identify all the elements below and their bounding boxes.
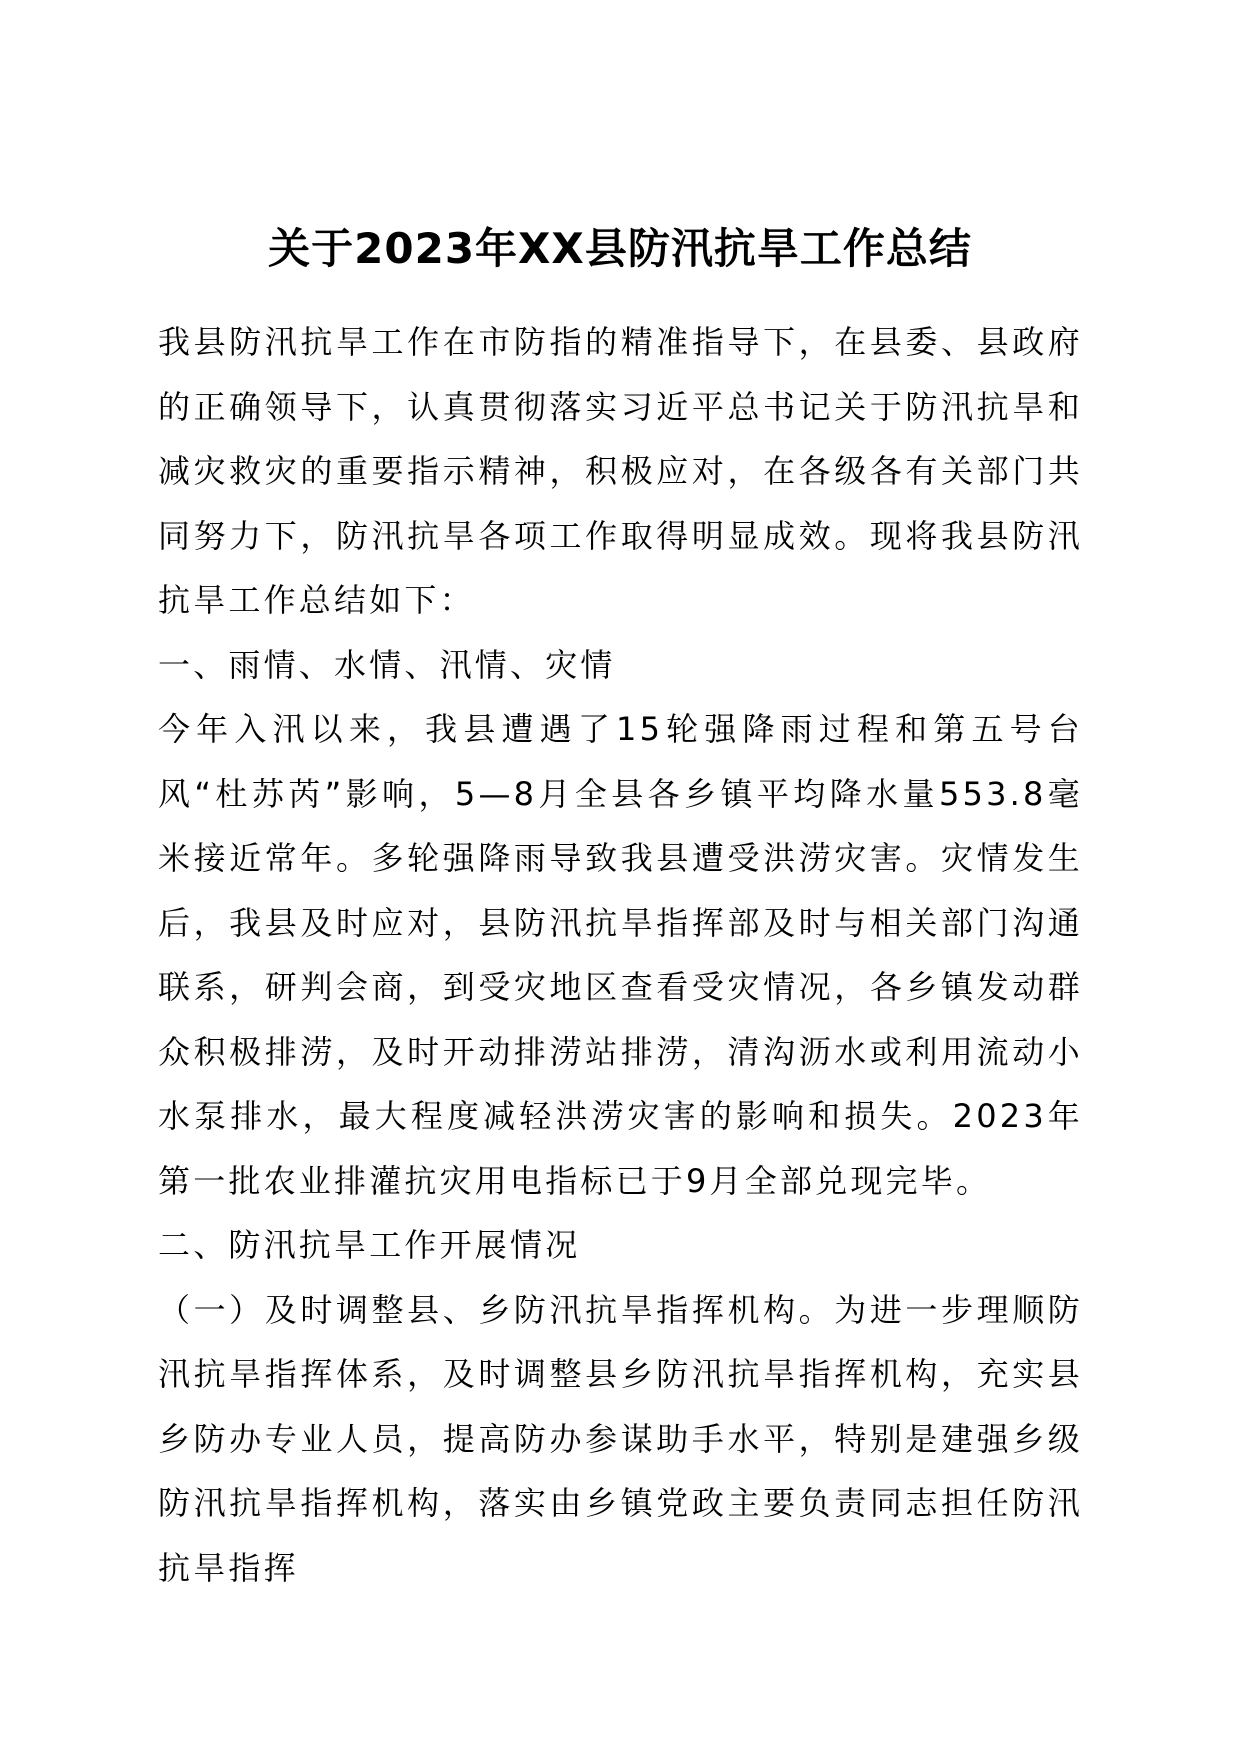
intro-paragraph: 我县防汛抗旱工作在市防指的精准指导下，在县委、县政府的正确领导下，认真贯彻落实习近平总书记关于防汛抗旱和减灾救灾的重要指示精神，积极应对，在各级各有关部门共同努力下，防汛抗旱各项工作取得明显成效。现将我县防汛抗旱工作总结如下： [158,323,1083,619]
section-2-paragraph-1: （一）及时调整县、乡防汛抗旱指挥机构。为进一步理顺防汛抗旱指挥体系，及时调整县乡防汛抗旱指挥机构，充实县乡防办专业人员，提高防办参谋助手水平，特别是建强乡级防汛抗旱指挥机构，落实由乡镇党政主要负责同志担任防汛抗旱指挥 [158,1290,1083,1587]
document-title: 关于2023年XX县防汛抗旱工作总结 [268,224,972,273]
section-1-paragraph: 今年入汛以来，我县遭遇了15轮强降雨过程和第五号台风“杜苏芮”影响，5—8月全县各乡镇平均降水量553.8毫米接近常年。多轮强降雨导致我县遭受洪涝灾害。灾情发生后，我县及时应对，县防汛抗旱指挥部及时与相关部门沟通联系，研判会商，到受灾地区查看受灾情况，各乡镇发动群众积极排涝，及时开动排涝站排涝，清沟沥水或利用流动小水泵排水，最大程度减轻洪涝灾害的影响和损失。2023年第一批农业排灌抗灾用电指标已于9月全部兑现完毕。 [158,710,1083,1200]
section-heading-1: 一、雨情、水情、汛情、灾情 [158,645,616,684]
document-body [158,310,1083,1600]
section-heading-2: 二、防汛抗旱工作开展情况 [158,1226,581,1264]
